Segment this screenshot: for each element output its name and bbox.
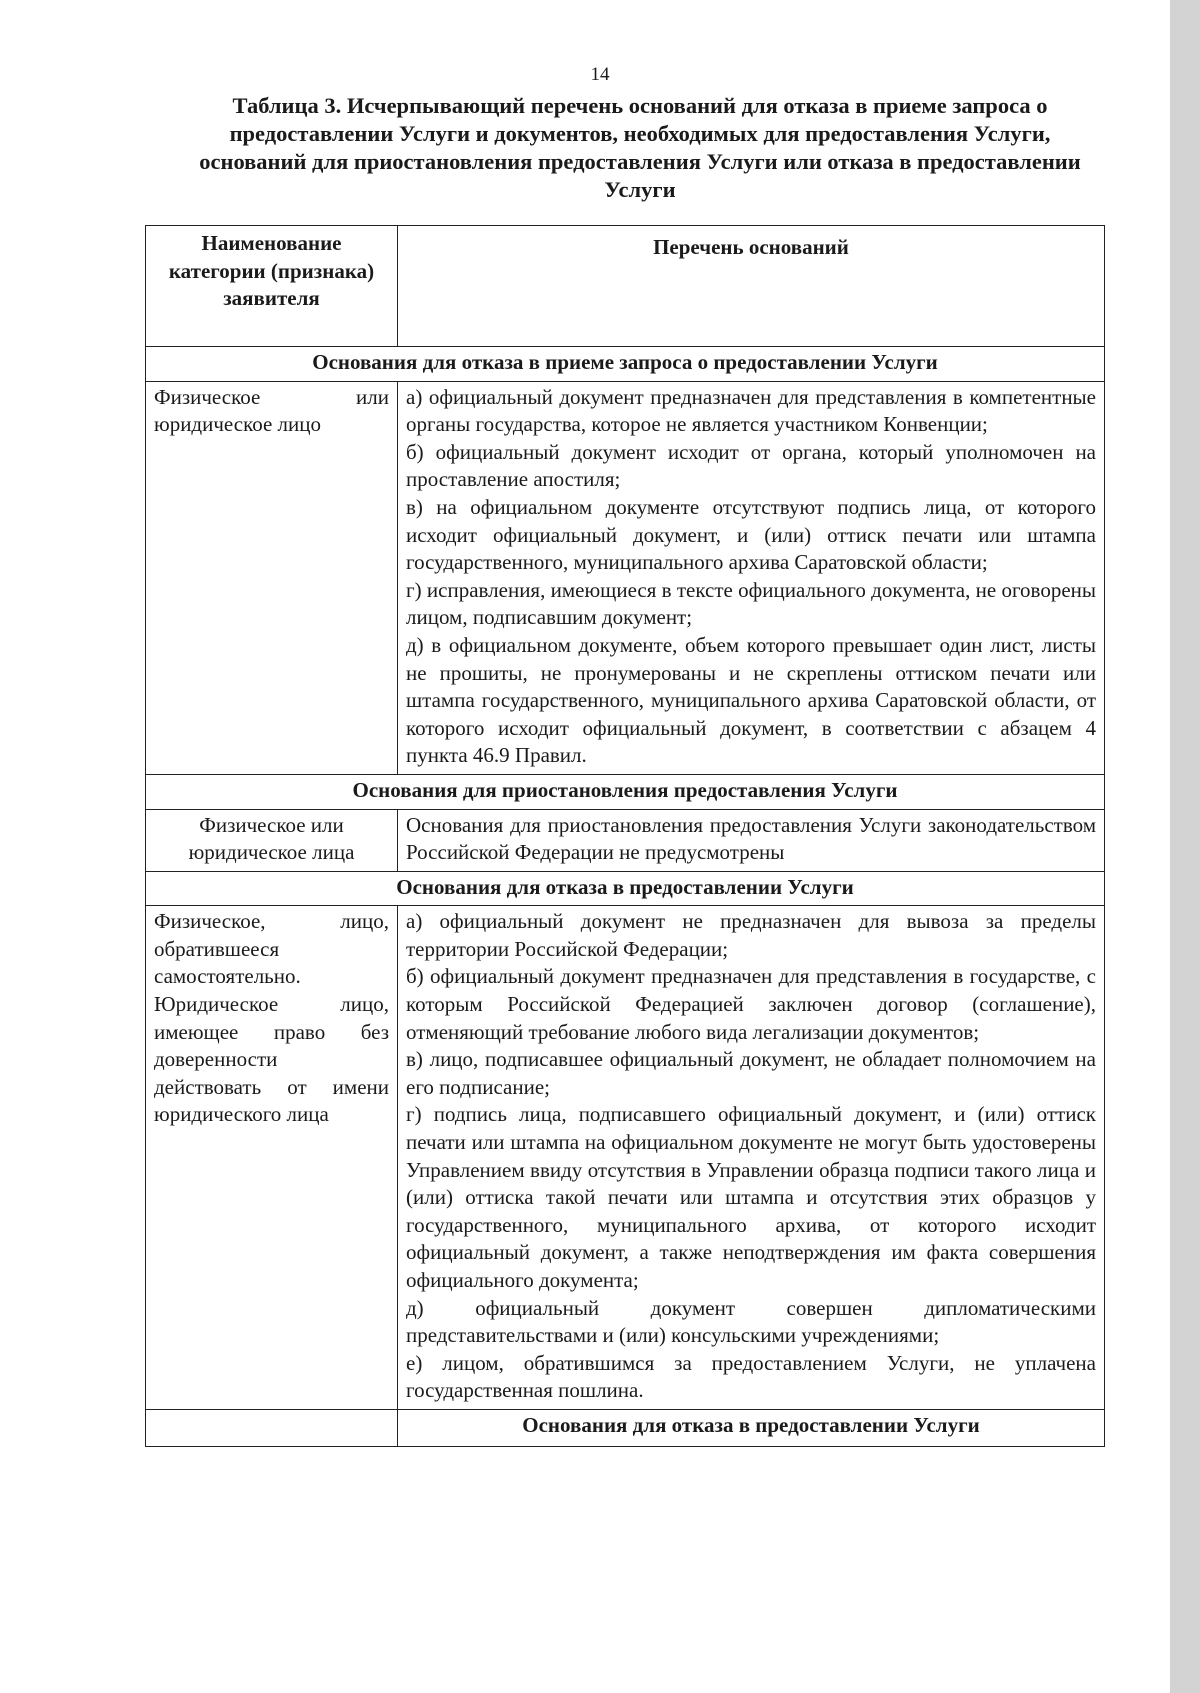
section-heading-row <box>146 347 1105 382</box>
table-title <box>160 92 1120 204</box>
grounds-table <box>145 225 1105 1447</box>
ground-item: е) лицом, обратившимся за предоставлением Услуги, не уплачена государственная пошлина. <box>406 1350 1096 1403</box>
empty-cell <box>146 1409 398 1446</box>
ground-item: Основания для приостановления предоставления Услуги законодательством Российской Федерации не предусмотрены <box>406 812 1096 865</box>
section-heading-row <box>146 871 1105 906</box>
category-line: Юридическое лицо, имеющее право без доверенности действовать от имени юридического лица <box>154 992 389 1127</box>
header-category: Наименование категории (признака) заявителя <box>146 226 398 347</box>
title-line: предоставлении Услуги и документов, необходимых для предоставления Услуги, <box>229 121 1051 146</box>
section-heading: Основания для отказа в предоставлении Услуги <box>146 871 1105 906</box>
category-cell: Физическое или юридическое лицо <box>146 381 398 774</box>
ground-item: д) в официальном документе, объем которого превышает один лист, листы не прошиты, не пронумерованы и не скреплены оттиском печати или штампа государственного, муниципального архива Саратовской области, от которого исходит официальный документ, в соответствии с абзацем 4 пункта 46.9 Правил. <box>406 632 1096 768</box>
footer-heading: Основания для отказа в предоставлении Услуги <box>398 1409 1105 1446</box>
section-heading: Основания для отказа в приеме запроса о предоставлении Услуги <box>146 347 1105 382</box>
grounds-cell <box>398 809 1105 871</box>
grounds-cell <box>398 381 1105 774</box>
ground-item: в) лицо, подписавшее официальный документ, не обладает полномочием на его подписание; <box>406 1047 1096 1099</box>
header-grounds-list: Перечень оснований <box>398 226 1105 347</box>
ground-item: а) официальный документ не предназначен для вывоза за пределы территории Российской Федерации; <box>406 909 1096 961</box>
section-heading-row <box>146 774 1105 809</box>
table-row <box>146 809 1105 871</box>
table-header-row <box>146 226 1105 347</box>
ground-item: б) официальный документ исходит от органа, который уполномочен на проставление апостиля; <box>406 439 1096 492</box>
page-number: 14 <box>590 64 610 85</box>
title-line: оснований для приостановления предоставления Услуги или отказа в предоставлении <box>199 149 1081 174</box>
section-heading: Основания для приостановления предоставления Услуги <box>146 774 1105 809</box>
ground-item: б) официальный документ предназначен для представления в государстве, с которым Российской Федерацией заключен договор (соглашение), отменяющий требование любого вида легализации документов; <box>406 964 1096 1044</box>
footer-row <box>146 1409 1105 1446</box>
category-cell: Физическое или юридическое лица <box>146 809 398 871</box>
ground-item: г) подпись лица, подписавшего официальный документ, и (или) оттиск печати или штампа на официальном документе не могут быть удостоверены Управлением ввиду отсутствия в Управлении образца подписи такого лица и (или) оттиска такой печати или штампа и отсутствия этих образцов у государственного, муниципального архива, от которого исходит официальный документ, а также неподтверждения им факта совершения официального документа; <box>406 1102 1096 1292</box>
category-line: Физическое, лицо, обратившееся самостоятельно. <box>154 909 389 989</box>
grounds-cell <box>398 906 1105 1410</box>
page-edge <box>1170 0 1200 1693</box>
category-cell <box>146 906 398 1410</box>
title-line: Услуги <box>604 177 676 202</box>
ground-item: д) официальный документ совершен дипломатическими представительствами и (или) консульскими учреждениями; <box>406 1295 1096 1348</box>
ground-item: г) исправления, имеющиеся в тексте официального документа, не оговорены лицом, подписавшим документ; <box>406 577 1096 630</box>
title-line: Таблица 3. Исчерпывающий перечень оснований для отказа в приеме запроса о <box>232 93 1048 118</box>
ground-item: в) на официальном документе отсутствуют подпись лица, от которого исходит официальный документ, и (или) оттиск печати или штампа государственного, муниципального архива Саратовской области; <box>406 494 1096 575</box>
table-row <box>146 381 1105 774</box>
ground-item: а) официальный документ предназначен для представления в компетентные органы государства, которое не является участником Конвенции; <box>406 384 1096 437</box>
table-row <box>146 906 1105 1410</box>
